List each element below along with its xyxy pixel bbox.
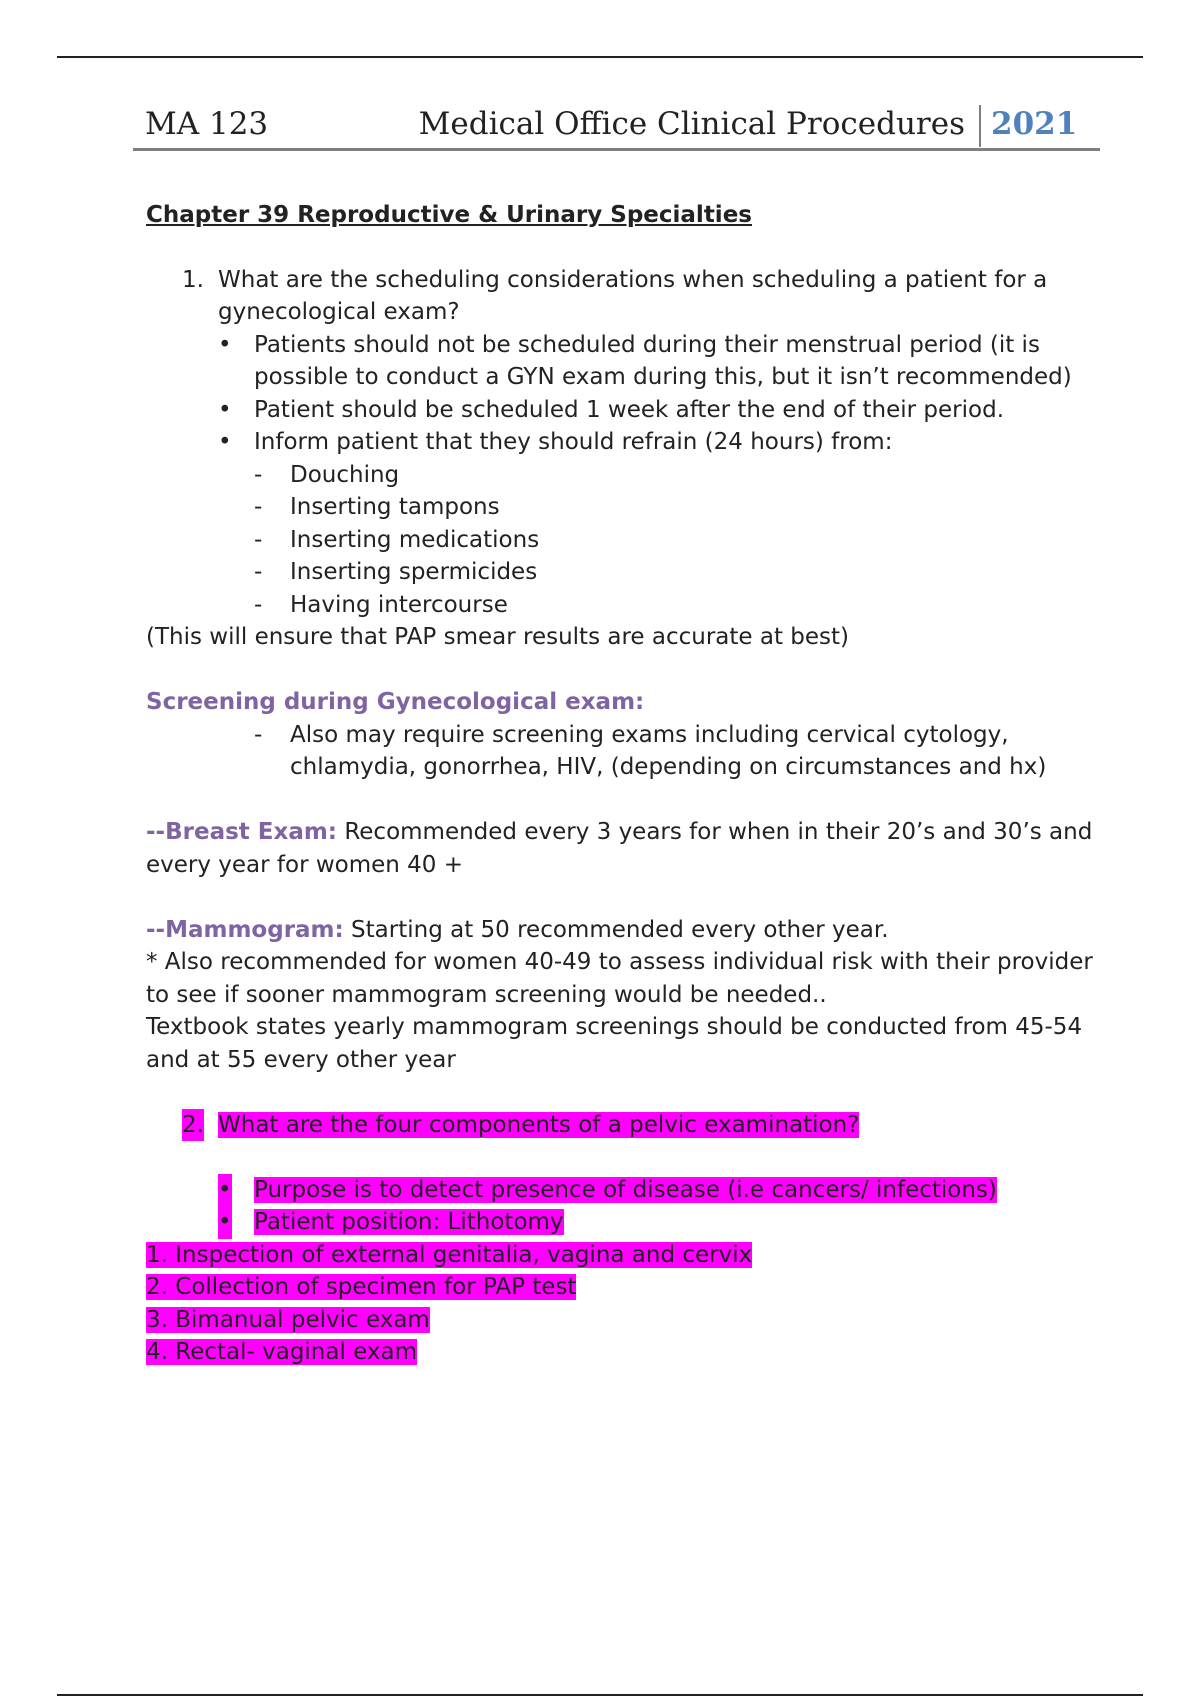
- screening-item: [146, 719, 1106, 784]
- refrain-item: [146, 459, 1106, 492]
- mammogram-paragraph: [146, 914, 1106, 947]
- question-number: 2.: [182, 1109, 204, 1142]
- top-page-rule: [57, 56, 1143, 58]
- refrain-item: [146, 589, 1106, 622]
- document-header: [133, 102, 1100, 151]
- q1-bullet: [146, 394, 1106, 427]
- spacer: [146, 881, 1106, 914]
- question-text: What are the four components of a pelvic examination?: [218, 1111, 860, 1138]
- dash-icon: -: [254, 461, 263, 488]
- bullet-text: Patient should be scheduled 1 week after the end of their period.: [254, 396, 1005, 423]
- refrain-item-text: Douching: [290, 461, 400, 488]
- spacer: [146, 654, 1106, 687]
- dash-icon: -: [254, 559, 263, 585]
- bullet-text: Patient position: Lithotomy: [254, 1209, 564, 1235]
- question-2: [146, 1109, 1106, 1142]
- document-body: [146, 199, 1106, 1369]
- pap-accuracy-note: (This will ensure that PAP smear results are accurate at best): [146, 624, 850, 650]
- bullet-text: Inform patient that they should refrain (24 hours) from:: [254, 429, 893, 455]
- pelvic-component: [146, 1336, 1106, 1369]
- q2-bullet: [146, 1174, 1106, 1207]
- bullet-icon: •: [218, 429, 232, 455]
- refrain-item-text: Having intercourse: [290, 591, 508, 618]
- pelvic-component-text: 3. Bimanual pelvic exam: [146, 1306, 430, 1333]
- course-title: Medical Office Clinical Procedures: [418, 106, 965, 142]
- pelvic-component-text: 2. Collection of specimen for PAP test: [146, 1274, 577, 1300]
- pelvic-component-text: 4. Rectal- vaginal exam: [146, 1339, 418, 1365]
- pelvic-component: [146, 1239, 1106, 1272]
- q1-bullet: [146, 426, 1106, 459]
- mammogram-note: * Also recommended for women 40-49 to assess individual risk with their provider to see if sooner mammogram screening would be needed..: [146, 949, 1093, 1008]
- bullet-icon: •: [218, 331, 232, 358]
- q2-bullet: [146, 1206, 1106, 1239]
- dash-icon: -: [254, 591, 263, 618]
- refrain-item: [146, 491, 1106, 524]
- mammogram-textbook-note: Textbook states yearly mammogram screenings should be conducted from 45-54 and at 55 every other year: [146, 1014, 1083, 1073]
- bullet-text: Patients should not be scheduled during their menstrual period (it is possible to conduct a GYN exam during this, but it isn’t recommended): [254, 331, 1072, 390]
- course-code: MA 123: [145, 106, 269, 142]
- question-1: [146, 264, 1106, 329]
- bullet-icon: •: [218, 1206, 232, 1239]
- refrain-item-text: Inserting medications: [290, 526, 540, 553]
- pelvic-component-text: 1. Inspection of external genitalia, vagina and cervix: [146, 1241, 753, 1268]
- dash-icon: -: [254, 526, 263, 553]
- screening-heading: Screening during Gynecological exam:: [146, 689, 645, 715]
- chapter-title: Chapter 39 Reproductive & Urinary Specialties: [146, 202, 752, 228]
- mammogram-label: --Mammogram:: [146, 916, 344, 943]
- bottom-page-rule: [57, 1694, 1143, 1696]
- refrain-item: [146, 556, 1106, 589]
- question-text: What are the scheduling considerations when scheduling a patient for a gynecological exam?: [218, 266, 1048, 325]
- mammogram-text: Starting at 50 recommended every other year.: [343, 916, 889, 943]
- q1-bullet: [146, 329, 1106, 394]
- bullet-text: Purpose is to detect presence of disease (i.e cancers/ infections): [254, 1176, 997, 1203]
- pelvic-component: [146, 1304, 1106, 1337]
- refrain-item: [146, 524, 1106, 557]
- dash-icon: -: [254, 721, 263, 748]
- refrain-item-text: Inserting tampons: [290, 494, 500, 520]
- question-number: 1.: [182, 266, 204, 293]
- breast-exam-text: Recommended every 3 years for when in their 20’s and 30’s and every year for women 40 +: [146, 819, 1093, 878]
- bullet-icon: •: [218, 396, 232, 423]
- bullet-icon: •: [218, 1174, 232, 1207]
- screening-item-text: Also may require screening exams including cervical cytology, chlamydia, gonorrhea, HIV, (depending on circumstances and hx): [290, 721, 1047, 780]
- header-year: 2021: [991, 106, 1078, 142]
- dash-icon: -: [254, 494, 263, 520]
- breast-exam-label: --Breast Exam:: [146, 819, 338, 845]
- breast-exam-paragraph: [146, 816, 1106, 881]
- refrain-item-text: Inserting spermicides: [290, 559, 538, 585]
- header-separator: [979, 105, 981, 147]
- spacer: [146, 1141, 1106, 1174]
- spacer: [146, 784, 1106, 817]
- spacer: [146, 1076, 1106, 1109]
- pelvic-component: [146, 1271, 1106, 1304]
